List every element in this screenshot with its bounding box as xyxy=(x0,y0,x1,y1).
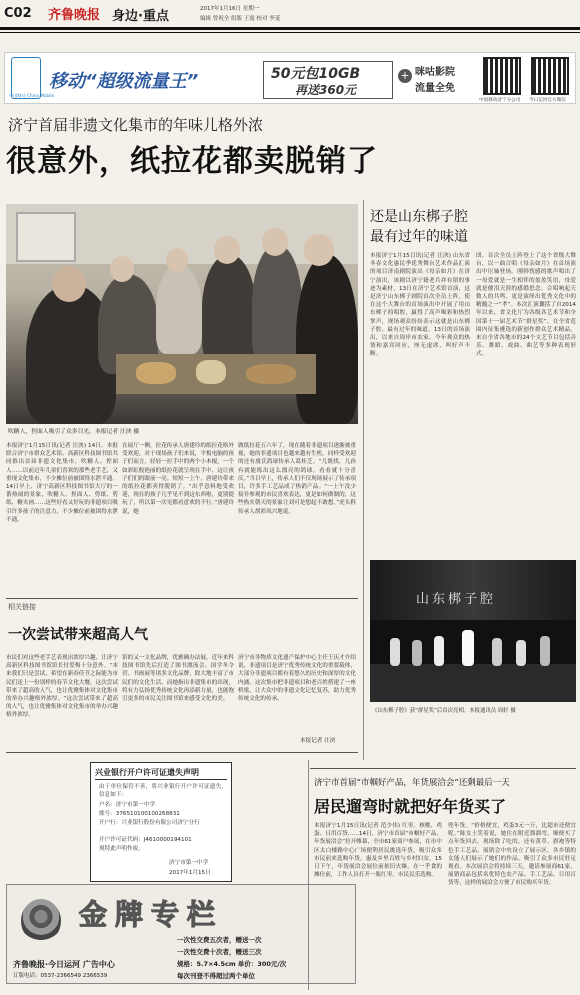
price-line-2: 再送360元 xyxy=(295,83,357,97)
carrier-label: 中国移动 China Mobile xyxy=(9,93,55,98)
gold-ad-brand: 齐鲁晚报·今日运河 广告中心 xyxy=(13,960,115,969)
related-rule xyxy=(6,598,358,599)
ad-slogan: 移动“超级流量王” xyxy=(49,71,199,92)
header-rule xyxy=(0,27,580,30)
column-divider-lower xyxy=(308,760,309,990)
side-body-col1: 本报济宁1月15日讯(记者 汪泱) 山东省冬春文化惠民季优秀舞台艺术作品汇演的项目济南剧院演出《母亲如月》在济宁演出，该剧以济宁籍老兵祥有朋的事迹为素材，13日在济宁艺术馆首演，这是济宁山东梆子剧院首次全员上阵，使在这个大舞台的首场演出中开展了用山东梆子的唱腔，赢得了高声喝彩和热烈掌声，现场观众纷纷表示这就是山东梆子腔，最有过年的味道。13日的首场演出，以来自周岸市农家、今年观众的热情和嘉宾回应，座无虚席，叫好声不断。 xyxy=(370,253,470,358)
gold-ad-title: 金牌专栏 xyxy=(79,898,224,931)
notice-permit-code: 开户许可证代码：J4610000194101 xyxy=(99,837,192,843)
related-body-col2: 馆的又一文化品牌，优雅确办法展，近年来科技图书馆先后打造了图书漂流会、国学冬令营、书画展等诸多文化品牌，除大地丰富了市民们的文化生活，而她指出非遗集市的出现，将有力弘扬优秀传统文化再添新力量，也能饱引更多的市民关注图书馆来感受文化的美。 xyxy=(122,655,234,703)
header-rule-thin xyxy=(0,32,580,33)
opera-stage-photo xyxy=(370,560,576,702)
qr-code-icon[interactable] xyxy=(483,57,521,95)
notice-title: 兴业银行开户许可证遗失声明 xyxy=(95,768,199,777)
paper-logo: 齐鲁晚报 xyxy=(48,8,101,23)
bottom-kicker: 济宁市首届“市帼好产品，年货展洽会”还剩最后一天 xyxy=(314,778,510,788)
related-byline: 本报记者 汪泱 xyxy=(300,738,336,744)
rose-icon xyxy=(21,899,61,943)
notice-account-name: 户名：济宁市第一中学 xyxy=(99,802,155,808)
qr-code-icon[interactable] xyxy=(531,57,569,95)
qr-caption-2: 今日运河官方微信 xyxy=(529,98,566,103)
plus-icon: + xyxy=(398,69,412,83)
section-title: 身边·重点 xyxy=(112,9,169,24)
qr-caption-1: 中国移动济宁分公司 xyxy=(479,98,521,103)
page-header xyxy=(0,0,580,28)
side-photo-caption: 《山东梆子腔》获“群星奖”后首次亮相。本报通讯员 周轩 摄 xyxy=(372,708,516,714)
editor-credits: 编辑 曾祝全 组版 王震 校对 李茏 xyxy=(200,16,281,22)
notice-signature: 济宁市第一中学 xyxy=(169,860,209,866)
gold-ad-rule-4: 每次刊登不得超过两个单位 xyxy=(177,972,255,980)
gold-ad-phone: 订版电话：0537-2366549 2366539 xyxy=(13,973,108,979)
side-body-col2: 团、首次全员上阵登上了这个省级大舞台，以一曲合唱《母亲如月》在首场演出中压轴登场。刚韩恍感的歌声唱出了一母爱就是一生相伴的盈盈笑语，母爱就是催泪天涯的感婚思念。合唱响起天数人的共鸣，更是演绎出优秀文化中的精髓之一“孝”。本次汇演囊括了自2014年以来，省文化厅为各级各艺术节和全国第十一届艺术节“群星奖”、在全省范围内征集遴选的新创作群众艺术精品。来自全省各地市的24个文艺节目包括音乐、舞蹈、戏曲、曲艺等多种表现形式。 xyxy=(476,253,576,358)
page-code: C02 xyxy=(4,6,32,21)
bottom-body-col2: 兜年货。“价格便宜，鸡蛋3元一斤，比超市还便宜呢。”陈女士笑着说，她住在附近溜溜弯，顺便买了点年货回去。现场除了吃的，还有黄草、旗袍等特色手工艺品，展销会中央设立了展示区，各乡镇的女能人们展示了她们的作品，吸引了众多市民驻足观看。本次展洽会将持续三天，邀请参展商61家，展销商品包括名优特色农产品、手工艺品、日用百货等，这样的展洽会方便了市民购买年货。 xyxy=(448,823,576,887)
lead-headline: 很意外，纸拉花都卖脱销了 xyxy=(6,144,378,179)
related-title: 一次尝试带来超高人气 xyxy=(8,627,148,643)
issue-date: 2017年1月16日 星期一 xyxy=(200,6,260,12)
notice-title-rule xyxy=(95,779,227,780)
bonus-line-1: 咪咕影院 xyxy=(415,67,455,78)
section-rule xyxy=(6,752,358,753)
gold-ad-rule-2: 一次性交费十次者，赠送三次 xyxy=(177,948,262,956)
lead-body-col3: 做纸拉花五六年了，现在随着非遗项目逐渐被重视，她的非遗项目也越来越有生机。同样受欢迎的还有虞氏鸽球传承人葛桂芝。“儿既找，儿孙有就能练出这么漂亮的鸽球，看看就十分喜庆。”当日早上，传承人们不仅现场展示了传承项目，许多手工艺品成了热销产品。“一上午没少接非参观的市民喜欢表达，更是如何做制的，这些热火朝天的景象让刘可是想起不敢想。”虎头鞋传承人胡彩凤兴地说。 xyxy=(238,443,356,515)
bottom-body-col1: 本报济宁1月15日讯(记者 范少伟) 红枣、核桃、鸡蛋、日用百货……14日，济宁市首届“市帼好产品，年货展洽会”拉开帷幕，全市61家商户参展，在市中区太白楼路中心广场便利居民挑选年货，吸引众多市民前来选购年货，惠及乡里百姓与乡村妇女。15日下午，年货展洽会展位前依旧火爆，在一乎食的摊位前，工作人员打开一瓶红枣，市民民乐选购。 xyxy=(314,823,442,879)
lead-body-col2: 在展厅一侧，拉花传承人唐建玲的纸拉花格外受欢迎。对于现场孩子们来说，平板电脑的孩子们而言，轻轻一拉手中的两个小木棍，一个如彩虹般艳丽的纸拉花就呈现在手中，这让孩子们们的眼前一亮。短短一上午，唐建玲带来的纸拉花都卖得脱销了。“出乎意料地受欢迎，现在的孩子几乎见不到这东西啦，更别提玩了，所以第一次见都看意欢的不行。”唐建玲说，她 xyxy=(122,443,234,515)
notice-void: 现特此声明作废。 xyxy=(99,846,144,852)
column-divider xyxy=(363,200,364,760)
related-body-col3: 济宁市非物质文化遗产保护中心主任王庆才介绍说，非遗项目是济宁优秀传统文化的重要载体，大部分非遗项目都有着悠久的历史和深厚的文化内涵，这次集市把非遗项目和老百姓搭建了一座桥梁，让大众中的非遗文化记忆复苏，助力优秀传统文化的传承。 xyxy=(238,655,356,703)
lead-kicker: 济宁首届非遗文化集市的年味儿格外浓 xyxy=(8,116,264,134)
related-body-col1: 市民们对这些老手艺表现出浓厚兴趣，让济宁高新区科技图书馆馆长付爱梅十分意外。“本来我们只是尝试，希望在新春佳节之际能为市民们送上一份别样的春节文化大餐，这次尝试带来了超高的人气，也让优雅集体对文化集市的举办兴趣格外浓厚。“这次尝试带来了超高的人气，也让优雅集体对文化集市的举办兴趣格外浓厚。 xyxy=(6,655,118,719)
side-title-line1: 还是山东梆子腔 xyxy=(370,209,468,225)
side-title-line2: 最有过年的味道 xyxy=(370,229,468,245)
gold-ad-rule-3: 规格：5.7×4.5cm 单价：300元/次 xyxy=(177,960,287,968)
lead-photo-caption: 吹糖人、捏面人吸引了众多目光。本报记者 汪泱 摄 xyxy=(8,429,140,435)
lead-body-col1: 本报济宁1月15日讯(记者 汪泱) 14日，本报联合济宁市群众艺术馆、高新区科技图书馆共同推出首届非遗文化集市，吹糖人、捏面人……以前过年儿童们喜欢的那些老手艺，又重现文化集市，不少摊位前被围得水泄不通。14日早上，济宁高新区科技图书馆大厅的一番热闹的景象，吹糖人、捏面人、剪纸、剪纸、糖夹画……这些好看又好玩的非遗项目吸引许多孩子的注意力，不少摊位前被围得水泄不通。 xyxy=(6,443,118,523)
price-line-1: 50元包10GB xyxy=(271,66,361,82)
stage-banner-text: 山东梆子腔 xyxy=(416,592,497,607)
bottom-headline: 居民遛弯时就把好年货买了 xyxy=(314,797,507,816)
folk-art-market-photo xyxy=(6,204,358,424)
notice-date: 2017年1月15日 xyxy=(169,870,211,876)
bottom-rule xyxy=(310,768,576,769)
notice-account-number: 账号：376510100100268831 xyxy=(99,811,180,817)
lost-permit-notice xyxy=(90,762,232,882)
mobile-ad-banner[interactable] xyxy=(4,52,576,104)
notice-body: 由于单位保管不善，将兴业银行开户许可证遗失，信息如下： xyxy=(99,784,227,799)
gold-ad-rule-1: 一次性交费五次者，赠送一次 xyxy=(177,936,262,944)
bonus-line-2: 流量全免 xyxy=(415,83,455,94)
related-tag: 相关链接 xyxy=(8,603,36,611)
gold-column-ad[interactable] xyxy=(6,884,356,984)
notice-bank: 开户行：兴业银行股份有限公司济宁分行 xyxy=(99,820,200,826)
